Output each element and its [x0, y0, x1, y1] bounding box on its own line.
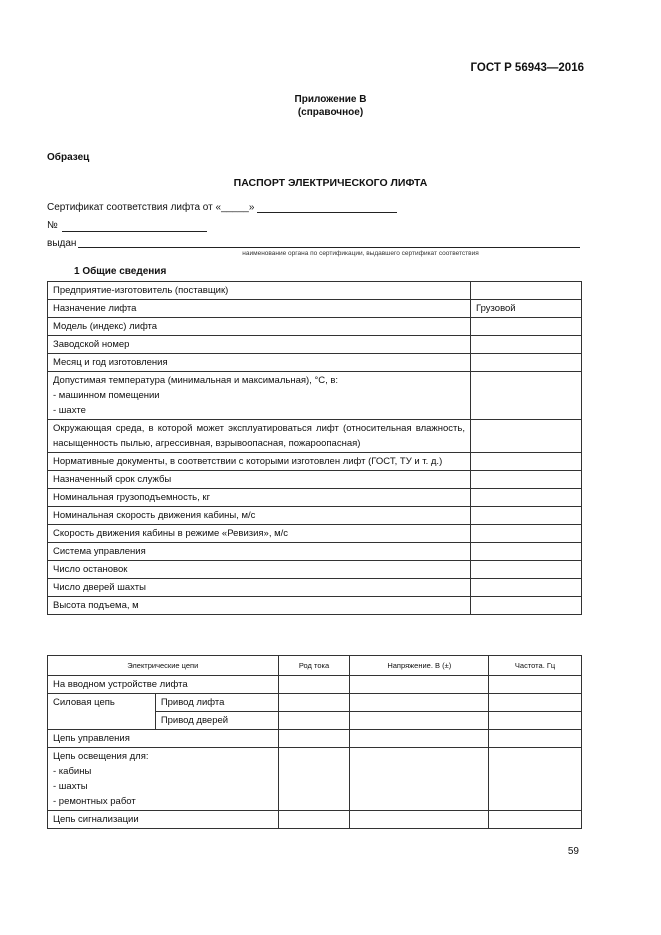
annex-subtitle: (справочное) [297, 107, 364, 118]
table-row [48, 282, 582, 300]
issued-label: выдан [47, 238, 77, 249]
row-sublabel: - машинном помещении [53, 390, 160, 401]
row-value [471, 579, 582, 597]
row-value [471, 597, 582, 615]
cell [350, 730, 489, 748]
issued-blank [78, 247, 580, 248]
table-row [48, 694, 582, 712]
door-drive-label: Привод дверей [155, 712, 278, 730]
row-value [471, 525, 582, 543]
table-row [48, 300, 582, 318]
header-current-type: Род тока [278, 656, 350, 676]
table-row [48, 561, 582, 579]
cell [278, 676, 350, 694]
row-value [471, 453, 582, 471]
row-label: Заводской номер [48, 336, 471, 354]
row-label: Номинальная скорость движения кабины, м/с [48, 507, 471, 525]
table-row [48, 354, 582, 372]
row-label: Число дверей шахты [48, 579, 471, 597]
cell [278, 712, 350, 730]
lift-drive-label: Привод лифта [155, 694, 278, 712]
table-row [48, 453, 582, 471]
table-row [48, 420, 582, 453]
cell [489, 676, 582, 694]
signal-circuit-label: Цепь сигнализации [48, 811, 279, 829]
cell [489, 748, 582, 811]
document-title: ПАСПОРТ ЭЛЕКТРИЧЕСКОГО ЛИФТА [233, 177, 428, 189]
table-row [48, 730, 582, 748]
row-value [471, 282, 582, 300]
table-row [48, 543, 582, 561]
cell [350, 811, 489, 829]
table-row [48, 489, 582, 507]
lighting-circuit-group [48, 748, 279, 811]
row-value [471, 420, 582, 453]
row-value [471, 354, 582, 372]
row-label: Номинальная грузоподъемность, кг [48, 489, 471, 507]
standard-number: ГОСТ Р 56943—2016 [470, 62, 584, 74]
cell [350, 712, 489, 730]
cell [489, 712, 582, 730]
table-row [48, 525, 582, 543]
row-label: Высота подъема, м [48, 597, 471, 615]
header-voltage: Напряжение. В (±) [350, 656, 489, 676]
lighting-circuit-label: Цепь освещения для: [53, 751, 149, 762]
annex-title: Приложение В [294, 94, 367, 105]
table-row [48, 597, 582, 615]
row-value [471, 471, 582, 489]
sample-label: Образец [47, 152, 90, 163]
row-label-group [48, 372, 471, 420]
cell [350, 694, 489, 712]
page-number: 59 [567, 846, 579, 857]
table-row [48, 372, 582, 420]
row-value [471, 543, 582, 561]
row-label: Окружающая среда, в которой может эксплуатироваться лифт (относительная влажность, насыщенность пылью, агрессивная, взрывоопасная, пожароопасная) [48, 420, 471, 453]
row-value [471, 489, 582, 507]
certificate-line: Сертификат соответствия лифта от «_____» [47, 202, 255, 213]
cell [489, 811, 582, 829]
annex-heading [0, 93, 661, 119]
row-value: Грузовой [471, 300, 582, 318]
number-label: № [47, 220, 58, 231]
header-circuits: Электрические цепи [48, 656, 279, 676]
general-info-table [47, 281, 582, 615]
cell [350, 676, 489, 694]
table-row [48, 471, 582, 489]
row-label: Модель (индекс) лифта [48, 318, 471, 336]
table-row [48, 318, 582, 336]
table-row [48, 811, 582, 829]
row-value [471, 336, 582, 354]
row-value [471, 372, 582, 420]
issued-caption: наименование органа по сертификации, выдавшего сертификат соответствия [242, 250, 479, 257]
table-row [48, 336, 582, 354]
electrical-circuits-table [47, 655, 582, 829]
cell [489, 694, 582, 712]
row-value [471, 318, 582, 336]
cell [489, 730, 582, 748]
table-row [48, 579, 582, 597]
row-value [471, 507, 582, 525]
table-row [48, 748, 582, 811]
table-row [48, 676, 582, 694]
row-label: Скорость движения кабины в режиме «Ревизия», м/с [48, 525, 471, 543]
cell [350, 748, 489, 811]
lighting-sub-repair: - ремонтных работ [53, 796, 136, 807]
row-label: Нормативные документы, в соответствии с которыми изготовлен лифт (ГОСТ, ТУ и т. д.) [48, 453, 471, 471]
header-frequency: Частота. Гц [489, 656, 582, 676]
row-label: Система управления [48, 543, 471, 561]
row-label: Допустимая температура (минимальная и максимальная), °С, в: [53, 375, 339, 386]
lighting-sub-cabin: - кабины [53, 766, 92, 777]
power-circuit-label: Силовая цепь [48, 694, 156, 730]
table-row [48, 507, 582, 525]
lighting-sub-shaft: - шахты [53, 781, 88, 792]
cell [278, 811, 350, 829]
table-header-row [48, 656, 582, 676]
cell [278, 730, 350, 748]
cell [278, 748, 350, 811]
row-label: Число остановок [48, 561, 471, 579]
input-device-label: На вводном устройстве лифта [48, 676, 279, 694]
section-1-title: 1 Общие сведения [74, 266, 167, 277]
number-blank [62, 231, 207, 232]
row-label: Назначенный срок службы [48, 471, 471, 489]
cell [278, 694, 350, 712]
control-circuit-label: Цепь управления [48, 730, 279, 748]
certificate-date-blank [257, 212, 397, 213]
row-label: Месяц и год изготовления [48, 354, 471, 372]
row-label: Назначение лифта [48, 300, 471, 318]
row-value [471, 561, 582, 579]
row-sublabel: - шахте [53, 405, 86, 416]
row-label: Предприятие-изготовитель (поставщик) [48, 282, 471, 300]
